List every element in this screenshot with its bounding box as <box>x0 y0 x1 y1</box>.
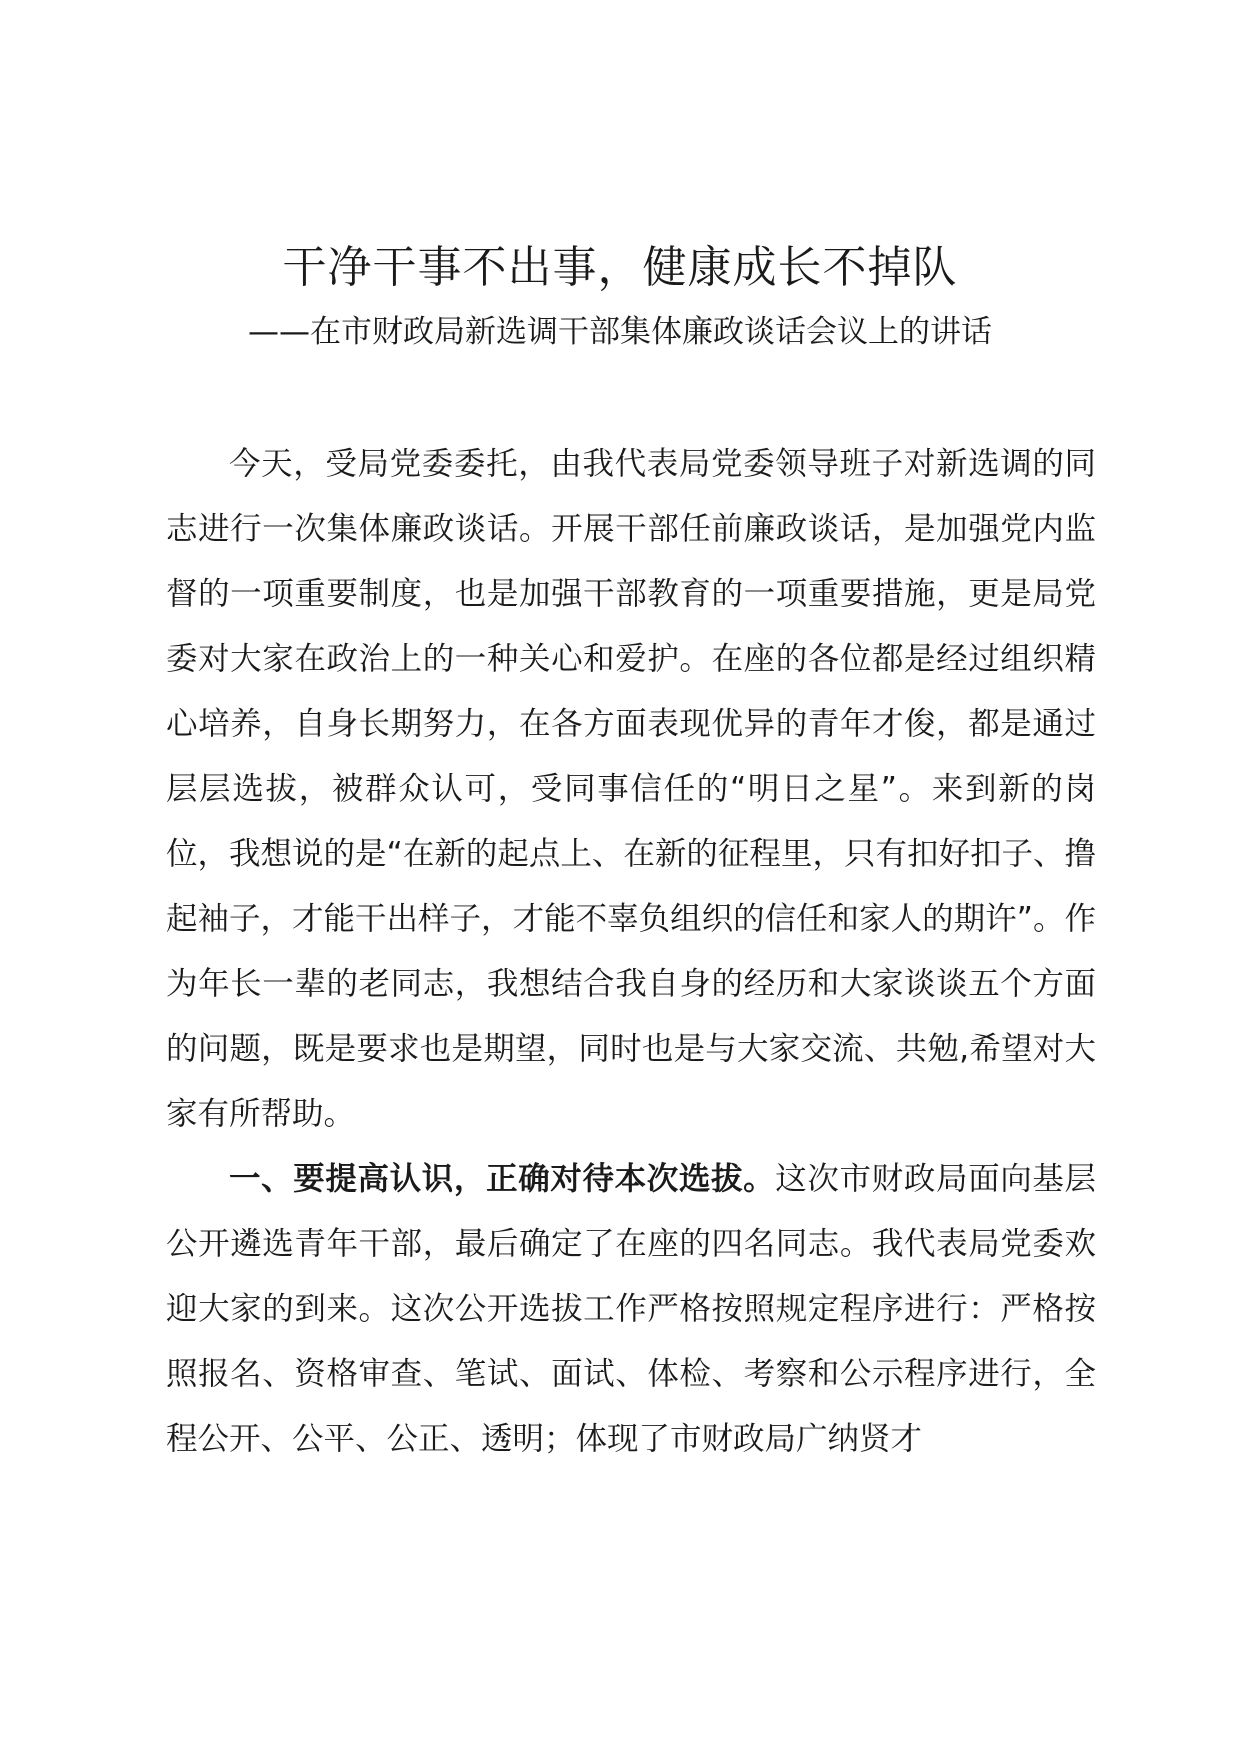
section-one-text: 这次市财政局面向基层公开遴选青年干部，最后确定了在座的四名同志。我代表局党委欢迎大家的到来。这次公开选拔工作严格按照规定程序进行：严格按照报名、资格审查、笔试、面试、体检、考察和公示程序进行，全程公开、公平、公正、透明；体现了市财政局广纳贤才 <box>166 1161 1096 1457</box>
paragraph-section-one <box>166 1147 1096 1472</box>
section-one-heading: 一、要提高认识，正确对待本次选拔。 <box>229 1161 776 1197</box>
document-body <box>166 432 1096 1472</box>
paragraph-intro-text: 今天，受局党委委托，由我代表局党委领导班子对新选调的同志进行一次集体廉政谈话。开展干部任前廉政谈话，是加强党内监督的一项重要制度，也是加强干部教育的一项重要措施，更是局党委对大家在政治上的一种关心和爱护。在座的各位都是经过组织精心培养，自身长期努力，在各方面表现优异的青年才俊，都是通过层层选拔，被群众认可，受同事信任的“明日之星”。来到新的岗位，我想说的是“在新的起点上、在新的征程里，只有扣好扣子、撸起袖子，才能干出样子，才能不辜负组织的信任和家人的期许”。作为年长一辈的老同志，我想结合我自身的经历和大家谈谈五个方面的问题，既是要求也是期望，同时也是与大家交流、共勉,希望对大家有所帮助。 <box>166 446 1096 1132</box>
document-subtitle: ——在市财政局新选调干部集体廉政谈话会议上的讲话 <box>248 314 992 350</box>
document-title: 干净干事不出事，健康成长不掉队 <box>282 242 958 293</box>
paragraph-intro <box>166 432 1096 1147</box>
